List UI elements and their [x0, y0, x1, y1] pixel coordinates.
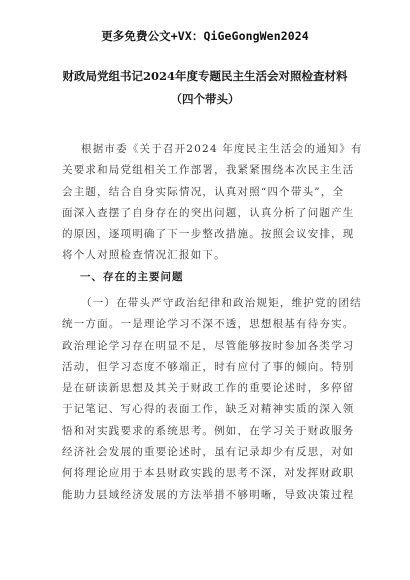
document-subtitle: （四个带头）	[170, 92, 240, 106]
paragraph-line: 面深入查摆了自身存在的突出问题，认真分析了问题产生	[62, 206, 355, 219]
body-paragraph	[62, 293, 362, 506]
paragraph-line: 的原因，逐项明确了下一步整改措施。按照会议安排，现	[62, 228, 355, 241]
paragraph-line: 活动，但学习态度不够端正，时有应付了事的倾向。特别	[62, 360, 355, 373]
paragraph-line: 会主题，结合自身实际情况，认真对照“四个带头”，全	[62, 185, 345, 198]
paragraph-line: 统一方面。一是理论学习不深不透，思想根基有待夯实。	[62, 318, 355, 331]
paragraph-line: 是在研读新思想及其关于财政工作的重要论述时，多停留	[62, 382, 355, 395]
section-heading: 一、存在的主要问题	[80, 271, 184, 283]
paragraph-line: 何将理论应用于本县财政实践的思考不深，对发挥财政职	[62, 467, 355, 480]
watermark-header: 更多免费公文+VX：QiGeGongWen2024	[101, 29, 309, 43]
paragraph-line: 悟和对实践要求的系统思考。例如，在学习关于财政服务	[62, 424, 355, 437]
intro-paragraph	[62, 139, 362, 267]
paragraph-line: （一）在带头严守政治纪律和政治规矩，维护党的团结	[81, 297, 362, 309]
paragraph-line: 于记笔记、写心得的表面工作，缺乏对精神实质的深入领	[62, 403, 355, 416]
paragraph-line: 能助力县域经济发展的方法举措不够明晰，导致决策过程	[62, 488, 355, 501]
paragraph-line: 关要求和局党组相关工作部署，我紧紧围绕本次民主生活	[62, 164, 355, 177]
document-title: 财政局党组书记2024年度专题民主生活会对照检查材料	[62, 69, 348, 83]
paragraph-line: 经济社会发展的重要论述时，虽有记录却少有反思，对如	[62, 446, 355, 459]
paragraph-line: 根据市委《关于召开2024 年度民主生活会的通知》有	[81, 143, 363, 155]
paragraph-line: 政治理论学习存在明显不足，尽管能够按时参加各类学习	[62, 339, 355, 352]
paragraph-line: 将个人对照检查情况汇报如下。	[62, 249, 226, 262]
